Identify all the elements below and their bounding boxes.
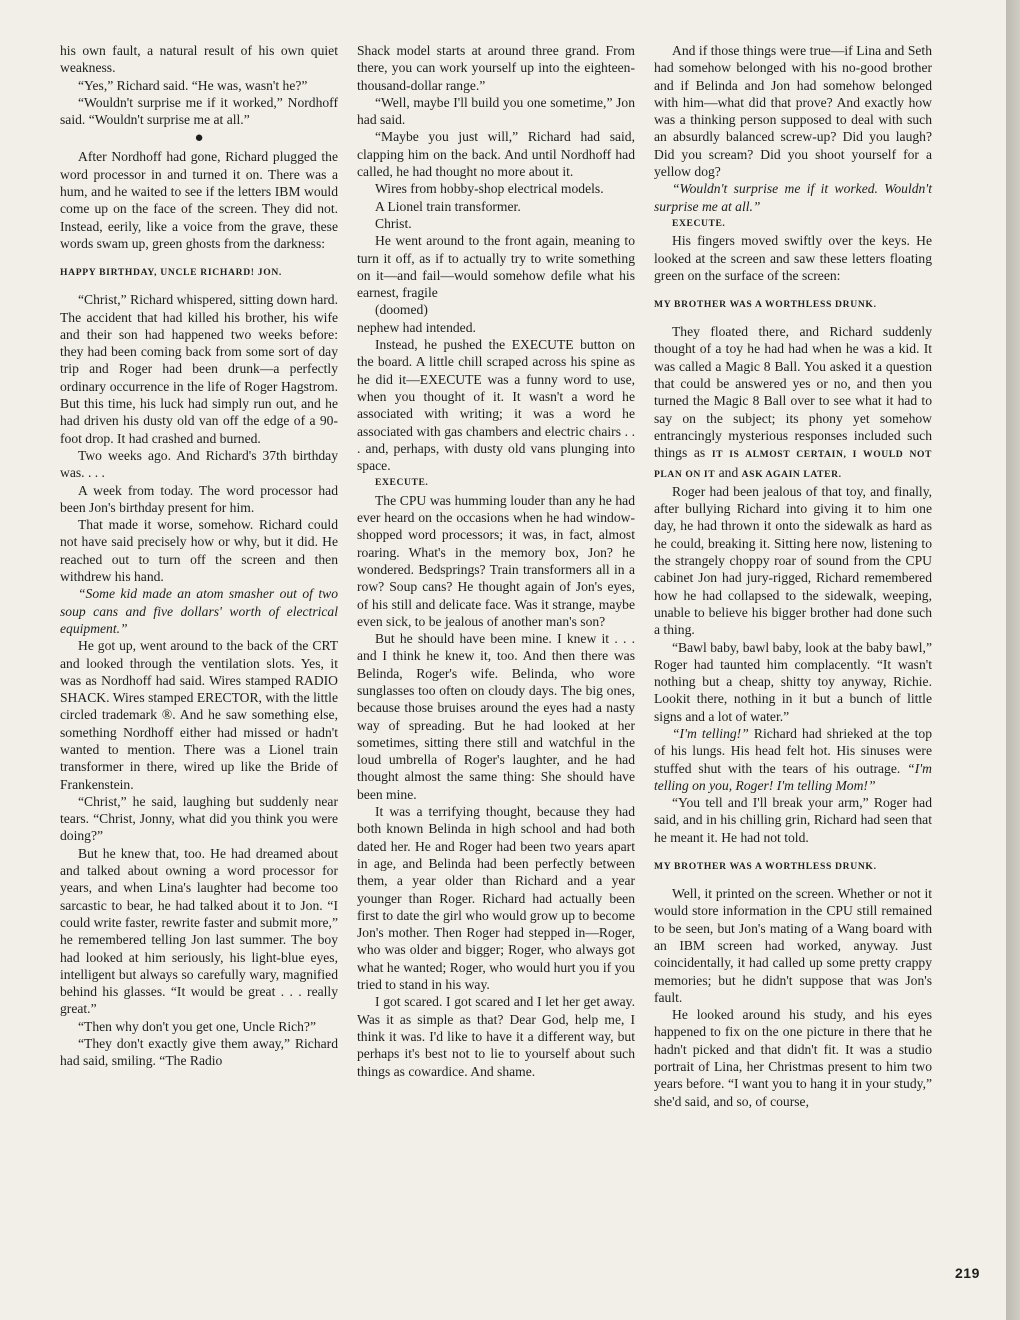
column-1 (60, 42, 338, 1070)
paragraph: But he should have been mine. I knew it . . . and I think he knew it, too. And then there was Belinda, Roger's wife. Belinda, who wore sunglasses too often on cloudy days. The big ones, because those bruises around the eyes had a nasty way of spreading. But he had looked at her sometimes, sitting there still and watchful in the loud umbrella of Roger's laughter, and he had thought almost the same thing: She should have been mine. (357, 631, 635, 802)
paragraph: “Bawl baby, bawl baby, look at the baby bawl,” Roger had taunted him complacently. “It wasn't nothing but a cheap, shitty toy anyway, Richie. Lookit there, nothing in it but a bunch of little signs and a lot of water.” (654, 639, 932, 724)
paragraph: “Wouldn't surprise me if it worked,” Nordhoff said. “Wouldn't surprise me at all.” (60, 94, 338, 128)
text-run: and (718, 464, 739, 480)
paragraph: Instead, he pushed the EXECUTE button on the board. A little chill scraped across his spine as he did it—EXECUTE was a funny word to use, when you thought of it. It wasn't a word he associated with writing; it was a word he associated with gas chambers and electric chairs . . . and, perhaps, with dusty old vans plunging into space. (357, 337, 635, 474)
text-run: “I'm telling on you, Roger! I'm telling Mom!” (654, 760, 932, 793)
paragraph: Christ. (375, 215, 412, 231)
section-divider: ● (194, 130, 204, 147)
paragraph: “Maybe you just will,” Richard had said, clapping him on the back. And until Nordhoff had called, he had thought no more about it. (357, 129, 635, 180)
paragraph: It was a terrifying thought, because they had both known Belinda in high school and had both dated her. He and Roger had been two years apart in age, and Belinda had been perfectly between them, a year older than Richard and a year younger than Roger. Richard had actually been first to date the girl who would grow up to become Jon's mother. Then Roger had stepped in—Roger, who was older and bigger; Roger, who always got what he wanted; Roger, who would hurt you if you tried to stand in his way. (357, 804, 635, 993)
paragraph: Well, it printed on the screen. Whether or not it would store information in the CPU still remained to be seen, but Jon's mating of a Wang board with an IBM screen had worked, anyway. Just coincidentally, it had called up some pretty crappy memories; but he didn't suppose that was Jon's fault. (654, 886, 932, 1005)
paragraph: “Christ,” Richard whispered, sitting down hard. The accident that had killed his brother, his wife and their son had happened two weeks before: they had been coming back from some sort of day trip and Roger had been drunk—a perfectly ordinary occurrence in the life of Roger Hagstrom. But this time, his luck had simply run out, and he had driven his dusty old van off the edge of a 90-foot drop. It had crashed and burned. (60, 292, 338, 446)
paragraph: And if those things were true—if Lina and Seth had somehow belonged with his no-good brother and if Belinda and Jon had somehow belonged with him—what did that prove? And exactly how was a thinking person supposed to deal with such an absurdly balanced screw-up? Did you laugh? Did you scream? Did you shoot yourself for a yellow dog? (654, 43, 932, 180)
paragraph: He went around to the front again, meaning to turn it off, as if to actually try to write something on it—and fail—would somehow defile what his earnest, fragile (357, 233, 635, 301)
paragraph: He looked around his study, and his eyes happened to fix on the one picture in there that he hadn't picked and that didn't fit. It was a studio portrait of Lina, her Christmas present to him two years before. “I want you to hang it in your study,” she'd said, and so, of course, (654, 1007, 932, 1109)
paragraph: But he knew that, too. He had dreamed about and talked about owning a word processor for years, and when Lina's laughter had become too sarcastic to bear, he had talked about it to Jon. “I could write faster, rewrite faster and submit more,” he remembered telling Jon last summer. The boy had looked at him seriously, his light-blue eyes, intelligent but always so carefully wary, magnified behind his glasses. “It would be great . . . really great.” (60, 845, 338, 1017)
paragraph: The CPU was humming louder than any he had ever heard on the occasions when he had window-shopped word processors; it was, in fact, almost roaring. What's in the memory box, Jon? he wondered. Bedsprings? Train transformers all in a row? Soup cans? He thought again of Jon's eyes, of his still and delicate face. Was it strange, maybe even sick, to be jealous of another man's son? (357, 492, 635, 629)
paragraph: “You tell and I'll break your arm,” Roger had said, and in his chilling grin, Richard had seen that he meant it. He had not told. (654, 795, 932, 845)
paragraph: nephew had intended. (357, 319, 476, 335)
paragraph: Wires from hobby-shop electrical models. (375, 181, 604, 197)
screen-text: EXECUTE. (375, 477, 429, 489)
paragraph: “Wouldn't surprise me if it worked. Wouldn't surprise me at all.” (654, 181, 932, 214)
screen-text: EXECUTE. (672, 217, 726, 229)
paragraph: “Christ,” he said, laughing but suddenly near tears. “Christ, Jonny, what did you think you were doing?” (60, 793, 338, 844)
paragraph: He got up, went around to the back of the CRT and looked through the ventilation slots. Yes, it was as Nordhoff had said. Wires stamped RADIO SHACK. Wires stamped ERECTOR, with the little circled trademark ®. And he saw something else, something Nordhoff either had missed or hadn't wanted to mention. There was a Lionel train transformer in there, wired up like the Bride of Frankenstein. (60, 638, 338, 792)
screen-text: HAPPY BIRTHDAY, UNCLE RICHARD! JON. (60, 267, 283, 279)
column-3 (654, 42, 932, 1110)
paragraph: That made it worse, somehow. Richard could not have said precisely how or why, but it did. He reached out to turn off the screen and then withdrew his hand. (60, 517, 338, 585)
paragraph: After Nordhoff had gone, Richard plugged the word processor in and turned it on. There was a hum, and he waited to see if the letters IBM would come up on the face of the screen. They did not. Instead, eerily, like a voice from the grave, these words swam up, green ghosts from the darkness: (60, 149, 338, 251)
paragraph (654, 725, 932, 794)
column-2 (357, 42, 635, 1080)
paragraph: his own fault, a natural result of his own quiet weakness. (60, 43, 338, 76)
paragraph: “Some kid made an atom smasher out of two soup cans and five dollars' worth of electrical equipment.” (60, 586, 338, 636)
paragraph: Shack model starts at around three grand. From there, you can work yourself up into the eighteen-thousand-dollar range.” (357, 43, 635, 93)
paragraph: “Well, maybe I'll build you one sometime,” Jon had said. (357, 94, 635, 128)
screen-text: MY BROTHER WAS A WORTHLESS DRUNK. (654, 861, 877, 873)
paragraph: “Yes,” Richard said. “He was, wasn't he?” (78, 77, 308, 93)
paragraph: (doomed) (375, 302, 428, 318)
page-edge (1006, 0, 1020, 1320)
paragraph: Roger had been jealous of that toy, and finally, after bullying Richard into giving it to him one day, he had thrown it onto the sidewalk as hard as he could, breaking it. Sitting here now, listening to the strangely choppy roar of sound from the CPU cabinet Jon had jury-rigged, Richard remembered how he had collapsed to the sidewalk, weeping, unable to believe his bigger brother had done such a thing. (654, 483, 932, 638)
paragraph: Two weeks ago. And Richard's 37th birthday was. . . . (60, 447, 338, 481)
magic-8-ball-response: IT IS ALMOST CERTAIN, I WOULD NOT PLAN ON IT (654, 449, 932, 480)
page-number: 219 (955, 1265, 980, 1281)
text-run: “I'm telling!” (672, 725, 749, 741)
paragraph: A Lionel train transformer. (375, 198, 521, 214)
magic-8-ball-response: ASK AGAIN LATER. (741, 468, 842, 480)
screen-text: MY BROTHER WAS A WORTHLESS DRUNK. (654, 299, 877, 311)
text-run: They floated there, and Richard suddenly thought of a toy he had had when he was a kid. It was called a Magic 8 Ball. You asked it a question that could be answered yes or no, and then you turned the Magic 8 Ball over to see what it had to say on the subject; its phony yet somehow entrancingly mysterious responses included such things as (654, 324, 932, 461)
paragraph: A week from today. The word processor had been Jon's birthday present for him. (60, 482, 338, 515)
text-run: Richard had shrieked at the top of his lungs. His head felt hot. His sinuses were stuffed shut with the tears of his outrage. (654, 725, 932, 776)
paragraph: His fingers moved swiftly over the keys. He looked at the screen and saw these letters floating green on the surface of the screen: (654, 233, 932, 283)
paragraph: I got scared. I got scared and I let her get away. Was it as simple as that? Dear God, help me, I think it was. I'd like to have it a different way, but perhaps it's best not to lie to yourself about such things as cowardice. And shame. (357, 994, 635, 1079)
paragraph (654, 323, 932, 483)
paragraph: “Then why don't you get one, Uncle Rich?” (78, 1018, 317, 1034)
paragraph: “They don't exactly give them away,” Richard had said, smiling. “The Radio (60, 1036, 338, 1069)
